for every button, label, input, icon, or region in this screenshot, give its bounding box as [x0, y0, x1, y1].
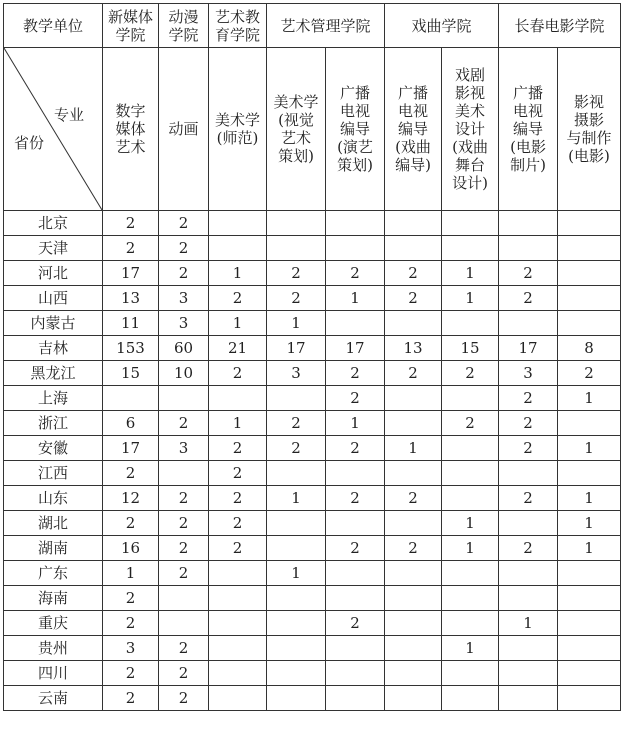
major-label-line: (戏曲	[395, 138, 431, 156]
table-row	[4, 386, 621, 411]
major-label-line: 美术学	[273, 93, 319, 111]
value-cell: 1	[499, 611, 558, 636]
value-cell: 1	[209, 261, 267, 286]
value-cell	[499, 211, 558, 236]
major-label-line: 电视	[398, 102, 429, 120]
value-cell: 16	[103, 536, 159, 561]
value-cell	[209, 586, 267, 611]
province-cell: 山东	[4, 486, 103, 511]
value-cell	[442, 311, 499, 336]
value-cell	[326, 561, 385, 586]
value-cell: 6	[103, 411, 159, 436]
value-cell: 2	[159, 511, 209, 536]
value-cell	[326, 686, 385, 711]
value-cell	[267, 661, 326, 686]
value-cell: 1	[442, 636, 499, 661]
value-cell: 17	[267, 336, 326, 361]
table-row	[4, 361, 621, 386]
value-cell: 1	[267, 561, 326, 586]
value-cell	[385, 311, 442, 336]
value-cell	[267, 211, 326, 236]
unit-cell-animation: 动漫 学院	[159, 4, 209, 48]
value-cell: 8	[558, 336, 621, 361]
value-cell: 2	[209, 486, 267, 511]
table-row	[4, 611, 621, 636]
major-label-line: 与制作	[566, 129, 612, 147]
value-cell	[385, 386, 442, 411]
province-cell: 重庆	[4, 611, 103, 636]
value-cell	[442, 486, 499, 511]
major-label-line: 广播	[398, 84, 429, 102]
table-row	[4, 261, 621, 286]
value-cell	[442, 436, 499, 461]
value-cell: 12	[103, 486, 159, 511]
corner-province-label: 省份	[14, 134, 45, 152]
table-row	[4, 511, 621, 536]
value-cell: 13	[103, 286, 159, 311]
table-row	[4, 561, 621, 586]
value-cell	[385, 661, 442, 686]
value-cell: 2	[103, 461, 159, 486]
major-label-line: (视觉	[278, 111, 314, 129]
value-cell: 3	[499, 361, 558, 386]
value-cell	[499, 686, 558, 711]
province-cell: 山西	[4, 286, 103, 311]
unit-cell-art-management: 艺术管理学院	[267, 4, 385, 48]
major-label-line: 设计	[455, 120, 486, 138]
table-row	[4, 411, 621, 436]
table-row	[4, 536, 621, 561]
value-cell: 2	[159, 411, 209, 436]
major-cell	[209, 48, 267, 211]
major-label-line: 广播	[513, 84, 544, 102]
value-cell	[159, 586, 209, 611]
major-label-line: 制片)	[510, 156, 546, 174]
major-label-line: 戏剧	[455, 66, 486, 84]
value-cell	[385, 511, 442, 536]
major-label-line: 设计)	[452, 174, 488, 192]
value-cell: 17	[499, 336, 558, 361]
value-cell: 2	[499, 436, 558, 461]
value-cell: 2	[159, 636, 209, 661]
value-cell	[267, 611, 326, 636]
value-cell	[442, 686, 499, 711]
province-cell: 吉林	[4, 336, 103, 361]
value-cell: 2	[103, 611, 159, 636]
value-cell: 2	[267, 411, 326, 436]
value-cell	[209, 236, 267, 261]
province-cell: 浙江	[4, 411, 103, 436]
value-cell	[209, 686, 267, 711]
value-cell	[267, 536, 326, 561]
major-cell	[326, 48, 385, 211]
value-cell: 2	[385, 286, 442, 311]
unit-cell-new-media: 新媒体 学院	[103, 4, 159, 48]
value-cell: 2	[159, 211, 209, 236]
value-cell: 1	[326, 286, 385, 311]
province-cell: 安徽	[4, 436, 103, 461]
major-label-line: 编导	[398, 120, 429, 138]
value-cell: 2	[159, 661, 209, 686]
table-row	[4, 311, 621, 336]
major-label-line: 美术学	[214, 111, 260, 129]
value-cell: 1	[385, 436, 442, 461]
table-row	[4, 636, 621, 661]
value-cell: 17	[103, 261, 159, 286]
value-cell: 3	[159, 436, 209, 461]
major-label-line: 影视	[574, 93, 605, 111]
major-label-line: (师范)	[216, 129, 259, 147]
province-cell: 湖南	[4, 536, 103, 561]
value-cell	[326, 586, 385, 611]
value-cell	[558, 261, 621, 286]
province-cell: 江西	[4, 461, 103, 486]
table-row	[4, 661, 621, 686]
value-cell	[326, 211, 385, 236]
major-label-line: 电视	[513, 102, 544, 120]
value-cell	[442, 661, 499, 686]
table-row	[4, 686, 621, 711]
value-cell: 2	[267, 261, 326, 286]
value-cell: 2	[103, 511, 159, 536]
major-label-line: 舞台	[455, 156, 486, 174]
value-cell	[499, 511, 558, 536]
value-cell	[385, 461, 442, 486]
value-cell	[442, 236, 499, 261]
value-cell: 15	[103, 361, 159, 386]
value-cell: 2	[326, 436, 385, 461]
value-cell	[103, 386, 159, 411]
value-cell: 2	[267, 436, 326, 461]
major-label-line: 策划)	[278, 147, 314, 165]
value-cell: 2	[103, 211, 159, 236]
value-cell	[499, 636, 558, 661]
major-label-line: 数字	[115, 102, 146, 120]
province-cell: 黑龙江	[4, 361, 103, 386]
major-label-line: 电视	[340, 102, 371, 120]
value-cell	[326, 661, 385, 686]
value-cell: 2	[326, 486, 385, 511]
value-cell: 1	[442, 536, 499, 561]
value-cell: 2	[103, 236, 159, 261]
unit-cell-opera: 戏曲学院	[385, 4, 499, 48]
value-cell	[558, 286, 621, 311]
province-cell: 海南	[4, 586, 103, 611]
value-cell: 2	[326, 361, 385, 386]
value-cell	[385, 411, 442, 436]
value-cell: 15	[442, 336, 499, 361]
unit-cell-changchun-film: 长春电影学院	[499, 4, 621, 48]
value-cell: 2	[159, 561, 209, 586]
major-cell	[442, 48, 499, 211]
province-cell: 湖北	[4, 511, 103, 536]
value-cell	[267, 236, 326, 261]
value-cell: 1	[558, 386, 621, 411]
value-cell	[209, 661, 267, 686]
value-cell	[267, 586, 326, 611]
value-cell	[558, 311, 621, 336]
major-cell	[385, 48, 442, 211]
value-cell	[442, 561, 499, 586]
table-row	[4, 286, 621, 311]
major-cell	[558, 48, 621, 211]
value-cell	[558, 636, 621, 661]
value-cell: 2	[209, 461, 267, 486]
major-label-line: 影视	[455, 84, 486, 102]
value-cell	[499, 311, 558, 336]
value-cell: 3	[159, 311, 209, 336]
value-cell: 1	[558, 436, 621, 461]
table-row	[4, 211, 621, 236]
value-cell: 2	[385, 536, 442, 561]
value-cell	[385, 236, 442, 261]
value-cell: 1	[558, 511, 621, 536]
value-cell: 2	[499, 261, 558, 286]
value-cell	[209, 611, 267, 636]
value-cell: 2	[499, 411, 558, 436]
major-cell	[103, 48, 159, 211]
major-label-line: (电影	[510, 138, 546, 156]
province-cell: 四川	[4, 661, 103, 686]
value-cell: 153	[103, 336, 159, 361]
major-label-line: 编导	[513, 120, 544, 138]
value-cell	[499, 661, 558, 686]
value-cell	[442, 386, 499, 411]
header-row-majors	[4, 48, 621, 211]
value-cell: 2	[326, 536, 385, 561]
value-cell	[267, 686, 326, 711]
major-cell	[159, 48, 209, 211]
value-cell: 10	[159, 361, 209, 386]
value-cell: 2	[558, 361, 621, 386]
value-cell	[267, 461, 326, 486]
value-cell	[209, 386, 267, 411]
value-cell: 2	[326, 611, 385, 636]
value-cell: 2	[159, 486, 209, 511]
value-cell	[385, 636, 442, 661]
value-cell: 2	[499, 286, 558, 311]
value-cell: 1	[442, 261, 499, 286]
value-cell: 2	[209, 536, 267, 561]
value-cell	[558, 686, 621, 711]
value-cell: 1	[326, 411, 385, 436]
value-cell	[499, 461, 558, 486]
value-cell: 2	[267, 286, 326, 311]
value-cell: 13	[385, 336, 442, 361]
value-cell: 2	[499, 386, 558, 411]
value-cell: 2	[209, 286, 267, 311]
table-row	[4, 336, 621, 361]
value-cell: 1	[558, 536, 621, 561]
province-cell: 云南	[4, 686, 103, 711]
enrollment-table	[3, 3, 621, 711]
value-cell: 2	[209, 361, 267, 386]
value-cell: 17	[103, 436, 159, 461]
value-cell	[442, 461, 499, 486]
value-cell	[499, 586, 558, 611]
value-cell	[209, 636, 267, 661]
unit-label-cell: 教学单位	[4, 4, 103, 48]
value-cell	[558, 461, 621, 486]
value-cell: 2	[159, 536, 209, 561]
value-cell: 21	[209, 336, 267, 361]
major-label-line: 策划)	[337, 156, 373, 174]
province-cell: 上海	[4, 386, 103, 411]
value-cell: 3	[267, 361, 326, 386]
major-cell	[499, 48, 558, 211]
value-cell: 1	[267, 311, 326, 336]
value-cell: 2	[209, 436, 267, 461]
value-cell: 2	[103, 686, 159, 711]
value-cell	[159, 386, 209, 411]
major-label-line: 编导	[340, 120, 371, 138]
major-label-line: 艺术	[115, 138, 146, 156]
major-label-line: (演艺	[337, 138, 373, 156]
table-row	[4, 586, 621, 611]
table-row	[4, 461, 621, 486]
value-cell	[558, 211, 621, 236]
major-label-line: 摄影	[574, 111, 605, 129]
corner-major-label: 专业	[53, 106, 84, 124]
value-cell: 2	[159, 236, 209, 261]
value-cell	[558, 586, 621, 611]
header-row-units	[4, 4, 621, 48]
value-cell	[209, 561, 267, 586]
table-row	[4, 486, 621, 511]
value-cell	[385, 686, 442, 711]
value-cell: 1	[209, 411, 267, 436]
value-cell	[326, 636, 385, 661]
value-cell: 1	[103, 561, 159, 586]
value-cell: 2	[499, 486, 558, 511]
value-cell	[326, 311, 385, 336]
value-cell	[442, 611, 499, 636]
value-cell	[499, 236, 558, 261]
value-cell: 2	[326, 261, 385, 286]
value-cell: 2	[499, 536, 558, 561]
corner-cell	[4, 48, 103, 211]
value-cell: 2	[442, 361, 499, 386]
value-cell	[558, 611, 621, 636]
province-cell: 内蒙古	[4, 311, 103, 336]
value-cell: 11	[103, 311, 159, 336]
value-cell: 1	[209, 311, 267, 336]
major-label-line: 艺术	[280, 129, 311, 147]
province-cell: 天津	[4, 236, 103, 261]
value-cell	[326, 511, 385, 536]
value-cell: 2	[209, 511, 267, 536]
value-cell: 2	[159, 686, 209, 711]
value-cell: 2	[326, 386, 385, 411]
value-cell: 2	[159, 261, 209, 286]
major-label-line: (电影)	[568, 147, 610, 165]
value-cell	[558, 561, 621, 586]
value-cell: 2	[442, 411, 499, 436]
value-cell	[385, 211, 442, 236]
value-cell	[558, 411, 621, 436]
major-label-line: 广播	[340, 84, 371, 102]
value-cell	[442, 211, 499, 236]
value-cell: 2	[385, 486, 442, 511]
value-cell	[209, 211, 267, 236]
value-cell	[558, 236, 621, 261]
diagonal-line	[4, 48, 102, 210]
value-cell	[159, 461, 209, 486]
major-label-line: (戏曲	[452, 138, 488, 156]
value-cell: 2	[385, 361, 442, 386]
major-label-line: 动画	[168, 120, 199, 138]
table-row	[4, 436, 621, 461]
value-cell: 60	[159, 336, 209, 361]
value-cell: 1	[442, 511, 499, 536]
province-cell: 北京	[4, 211, 103, 236]
value-cell	[159, 611, 209, 636]
value-cell: 2	[385, 261, 442, 286]
value-cell	[326, 236, 385, 261]
value-cell: 1	[442, 286, 499, 311]
value-cell	[385, 586, 442, 611]
major-cell	[267, 48, 326, 211]
value-cell: 3	[103, 636, 159, 661]
value-cell	[267, 636, 326, 661]
table-row	[4, 236, 621, 261]
value-cell	[558, 661, 621, 686]
value-cell: 1	[267, 486, 326, 511]
major-label-line: 美术	[455, 102, 486, 120]
province-cell: 贵州	[4, 636, 103, 661]
value-cell	[442, 586, 499, 611]
value-cell	[267, 386, 326, 411]
value-cell	[499, 561, 558, 586]
value-cell: 2	[103, 661, 159, 686]
province-cell: 广东	[4, 561, 103, 586]
value-cell: 17	[326, 336, 385, 361]
value-cell: 2	[103, 586, 159, 611]
value-cell: 1	[558, 486, 621, 511]
value-cell	[385, 611, 442, 636]
unit-cell-art-education: 艺术教 育学院	[209, 4, 267, 48]
major-label-line: 媒体	[115, 120, 146, 138]
province-cell: 河北	[4, 261, 103, 286]
value-cell	[385, 561, 442, 586]
major-label-line: 编导)	[395, 156, 431, 174]
value-cell: 3	[159, 286, 209, 311]
value-cell	[326, 461, 385, 486]
value-cell	[267, 511, 326, 536]
